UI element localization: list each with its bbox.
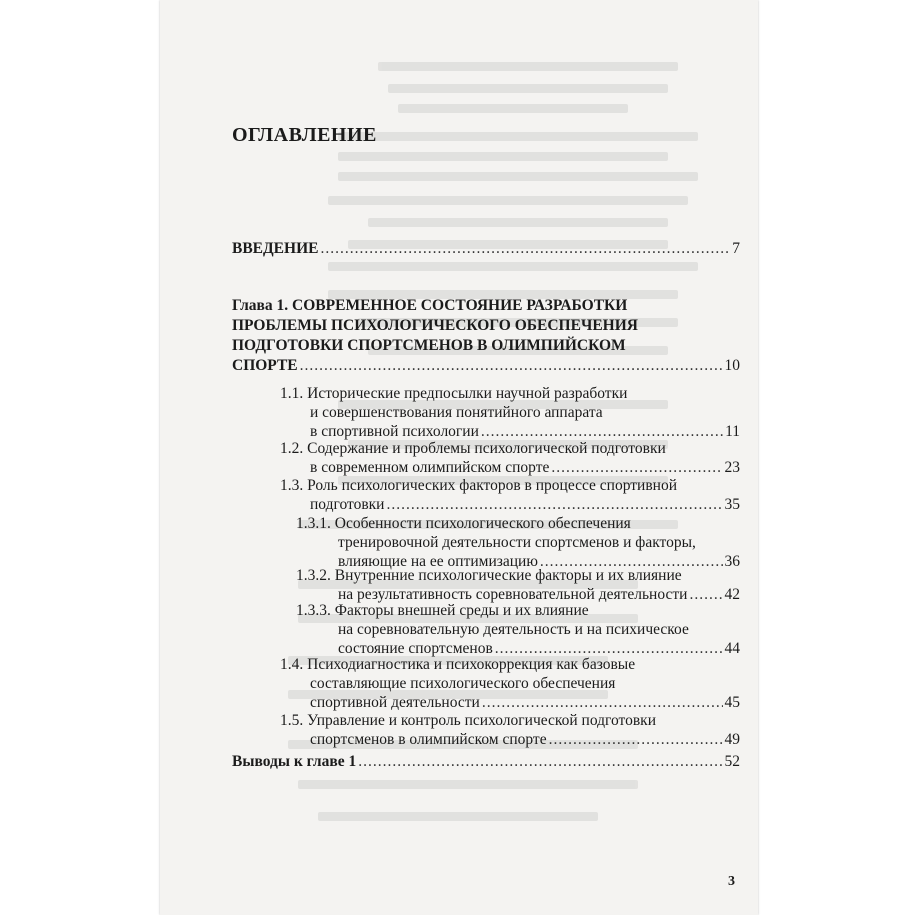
toc-entry-title-line: 1.2. Содержание и проблемы психологической подготовки: [280, 440, 666, 457]
toc-entry-chapter-1[interactable]: [232, 296, 740, 376]
dot-leader: [549, 730, 723, 749]
toc-entry-title: ВВЕДЕНИЕ: [232, 240, 319, 257]
toc-page-number: 49: [724, 731, 740, 748]
toc-entry-title-line: 1.3.2. Внутренние психологические факторы и их влияние: [296, 567, 682, 584]
toc-page-number: 45: [724, 694, 740, 711]
dot-leader: [358, 752, 722, 771]
page-number: 3: [728, 874, 735, 889]
toc-entry-title-line: влияющие на ее оптимизацию: [338, 553, 538, 570]
toc-entry-section-1-5[interactable]: [280, 711, 740, 749]
toc-entry-title-line: ПОДГОТОВКИ СПОРТСМЕНОВ В ОЛИМПИЙСКОМ: [232, 337, 626, 354]
toc-entry-title-line: в спортивной психологии: [310, 423, 479, 440]
toc-page-number: 52: [724, 753, 740, 770]
toc-entry-title-line: 1.5. Управление и контроль психологической подготовки: [280, 712, 657, 729]
toc-page-number: 10: [724, 357, 740, 374]
toc-entry-title-line: и совершенствования понятийного аппарата: [310, 404, 603, 421]
toc-page-number: 35: [724, 496, 740, 513]
dot-leader: [482, 693, 723, 712]
toc-entry-title-line: на результативность соревновательной деятельности: [338, 586, 688, 603]
toc-entry-section-1-4[interactable]: [280, 655, 740, 712]
toc-entry-title-line: 1.3.1. Особенности психологического обеспечения: [296, 515, 631, 532]
toc-entry-section-1-3-3[interactable]: [296, 601, 740, 658]
toc-heading: ОГЛАВЛЕНИЕ: [232, 124, 377, 146]
toc-entry-title-line: 1.3.3. Факторы внешней среды и их влияние: [296, 602, 589, 619]
toc-entry-conclusions[interactable]: [232, 752, 740, 771]
toc-entry-title-line: ПРОБЛЕМЫ ПСИХОЛОГИЧЕСКОГО ОБЕСПЕЧЕНИЯ: [232, 317, 638, 334]
toc-entry-title-line: Глава 1. СОВРЕМЕННОЕ СОСТОЯНИЕ РАЗРАБОТКИ: [232, 297, 628, 314]
toc-entry-title-line: спортивной деятельности: [310, 694, 480, 711]
toc-entry-title-line: состояние спортсменов: [338, 640, 493, 657]
toc-entry-title-line: 1.1. Исторические предпосылки научной разработки: [280, 385, 628, 402]
dot-leader: [386, 495, 722, 514]
dot-leader: [320, 239, 730, 258]
toc-entry-title: Выводы к главе 1: [232, 753, 357, 770]
toc-entry-title-line: в современном олимпийском спорте: [310, 459, 550, 476]
toc-entry-section-1-1[interactable]: [280, 384, 740, 441]
toc-entry-title-line: 1.3. Роль психологических факторов в процессе спортивной: [280, 477, 677, 494]
toc-entry-section-1-3[interactable]: [280, 476, 740, 514]
dot-leader: [551, 458, 722, 477]
dot-leader: [300, 356, 723, 376]
toc-entry-title-line: подготовки: [310, 496, 385, 513]
toc-entry-introduction[interactable]: [232, 239, 740, 258]
toc-entry-title-line: 1.4. Психодиагностика и психокоррекция как базовые: [280, 656, 636, 673]
toc-entry-title-line: тренировочной деятельности спортсменов и факторы,: [338, 534, 696, 551]
toc-entry-section-1-2[interactable]: [280, 439, 740, 477]
toc-page-number: 36: [724, 553, 740, 570]
toc-page-number: 42: [724, 586, 740, 603]
toc-page-number: 11: [725, 423, 740, 440]
toc-page-number: 44: [724, 640, 740, 657]
toc-entry-title-line: СПОРТЕ: [232, 357, 298, 374]
toc-page-number: 23: [724, 459, 740, 476]
toc-entry-title-line: на соревновательную деятельность и на психическое: [338, 621, 689, 638]
toc-entry-title-line: спортсменов в олимпийском спорте: [310, 731, 547, 748]
book-page: [160, 0, 758, 915]
toc-entry-section-1-3-1[interactable]: [296, 514, 740, 571]
toc-page-number: 7: [732, 240, 740, 257]
toc-entry-title-line: составляющие психологического обеспечения: [310, 675, 616, 692]
toc-entry-section-1-3-2[interactable]: [296, 566, 740, 604]
